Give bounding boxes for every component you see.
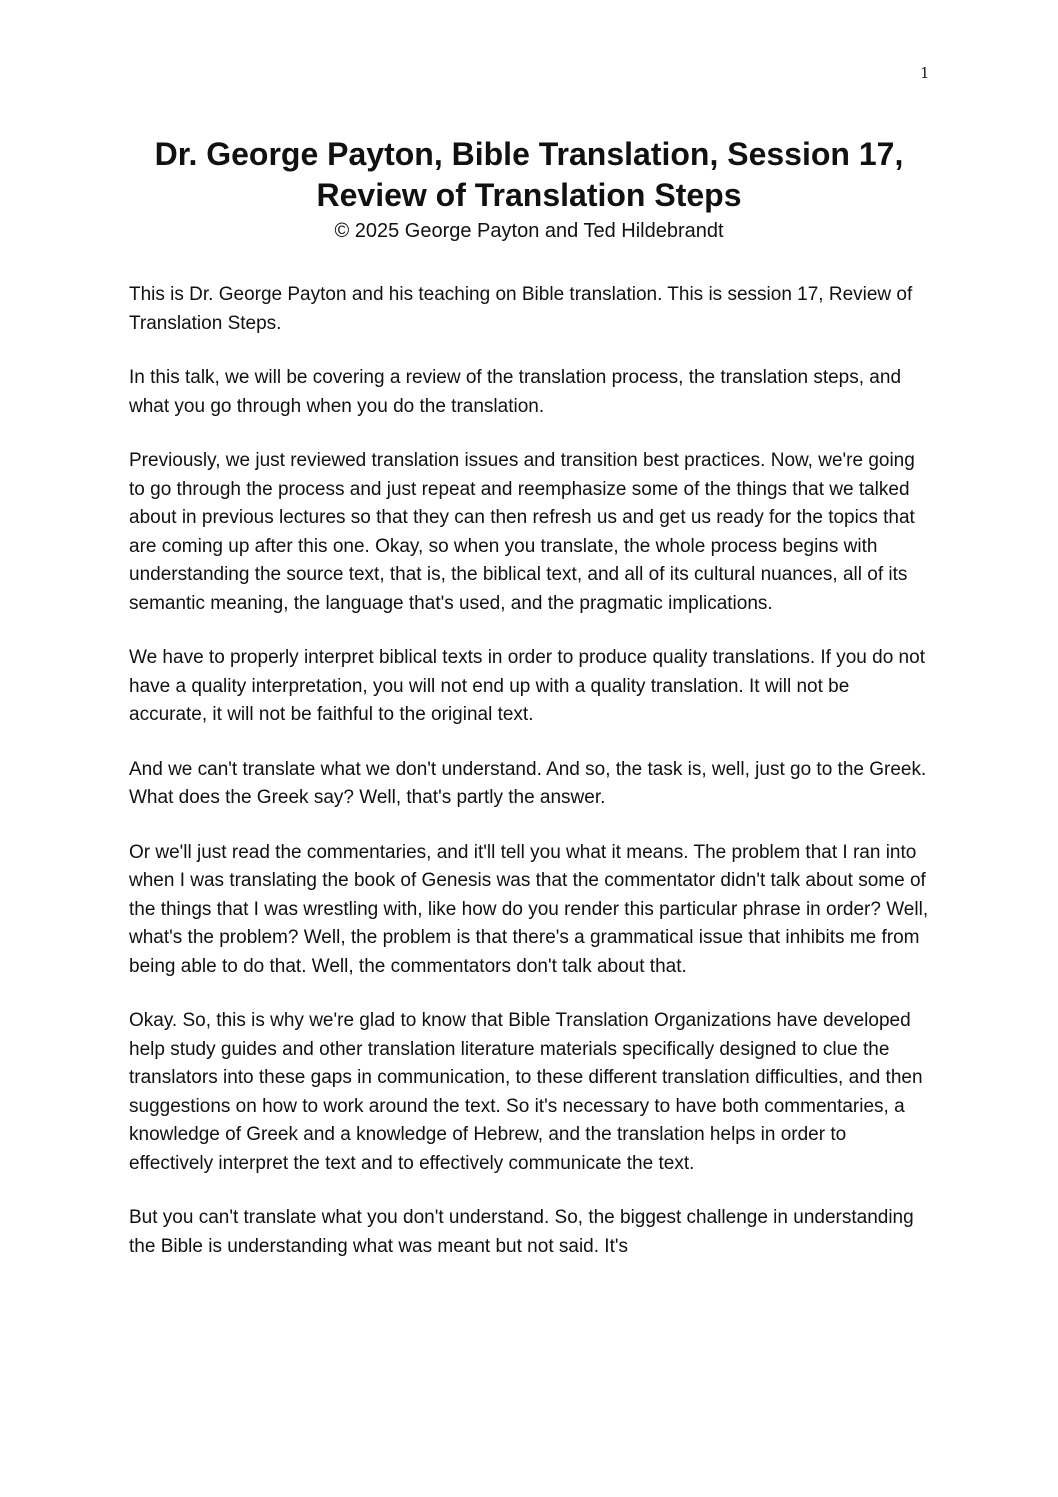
page-title	[100, 134, 958, 216]
copyright-line: © 2025 George Payton and Ted Hildebrandt	[334, 220, 724, 242]
paragraph: In this talk, we will be covering a review of the translation process, the translation steps, and what you go through when you do the translation.	[129, 367, 902, 417]
paragraph: We have to properly interpret biblical texts in order to produce quality translations. If you do not have a quality interpretation, you will not end up with a quality translation. It will not be accurate, it will not be faithful to the original text.	[129, 647, 925, 725]
paragraph: Or we'll just read the commentaries, and it'll tell you what it means. The problem that I ran into when I was translating the book of Genesis was that the commentator didn't talk about some of the things that I was wrestling with, like how do you render this particular phrase in order? Well, what's the problem? Well, the problem is that there's a grammatical issue that inhibits me from being able to do that. Well, the commentators don't talk about that.	[129, 841, 929, 977]
paragraph: Previously, we just reviewed translation issues and transition best practices. Now, we're going to go through the process and just repeat and reemphasize some of the things that we talked about in previous lectures so that they can then refresh us and get us ready for the topics that are coming up after this one. Okay, so when you translate, the whole process begins with understanding the source text, that is, the biblical text, and all of its cultural nuances, all of its semantic meaning, the language that's used, and the pragmatic implications.	[129, 450, 915, 614]
paragraph: Okay. So, this is why we're glad to know that Bible Translation Organizations have developed help study guides and other translation literature materials specifically designed to clue the translators into these gaps in communication, to these different translation difficulties, and then suggestions on how to work around the text. So it's necessary to have both commentaries, a knowledge of Greek and a knowledge of Hebrew, and the translation helps in order to effectively interpret the text and to effectively communicate the text.	[129, 1010, 923, 1174]
document-body	[129, 281, 929, 1287]
paragraph: And we can't translate what we don't understand. And so, the task is, well, just go to the Greek. What does the Greek say? Well, that's partly the answer.	[129, 758, 927, 808]
title-line-2: Review of Translation Steps	[316, 177, 742, 213]
paragraph: But you can't translate what you don't understand. So, the biggest challenge in understanding the Bible is understanding what was meant but not said. It's	[129, 1207, 914, 1257]
document-header	[100, 134, 958, 244]
title-line-1: Dr. George Payton, Bible Translation, Session 17,	[154, 136, 904, 172]
paragraph: This is Dr. George Payton and his teaching on Bible translation. This is session 17, Review of Translation Steps.	[129, 284, 913, 334]
page-number: 1	[920, 64, 930, 82]
